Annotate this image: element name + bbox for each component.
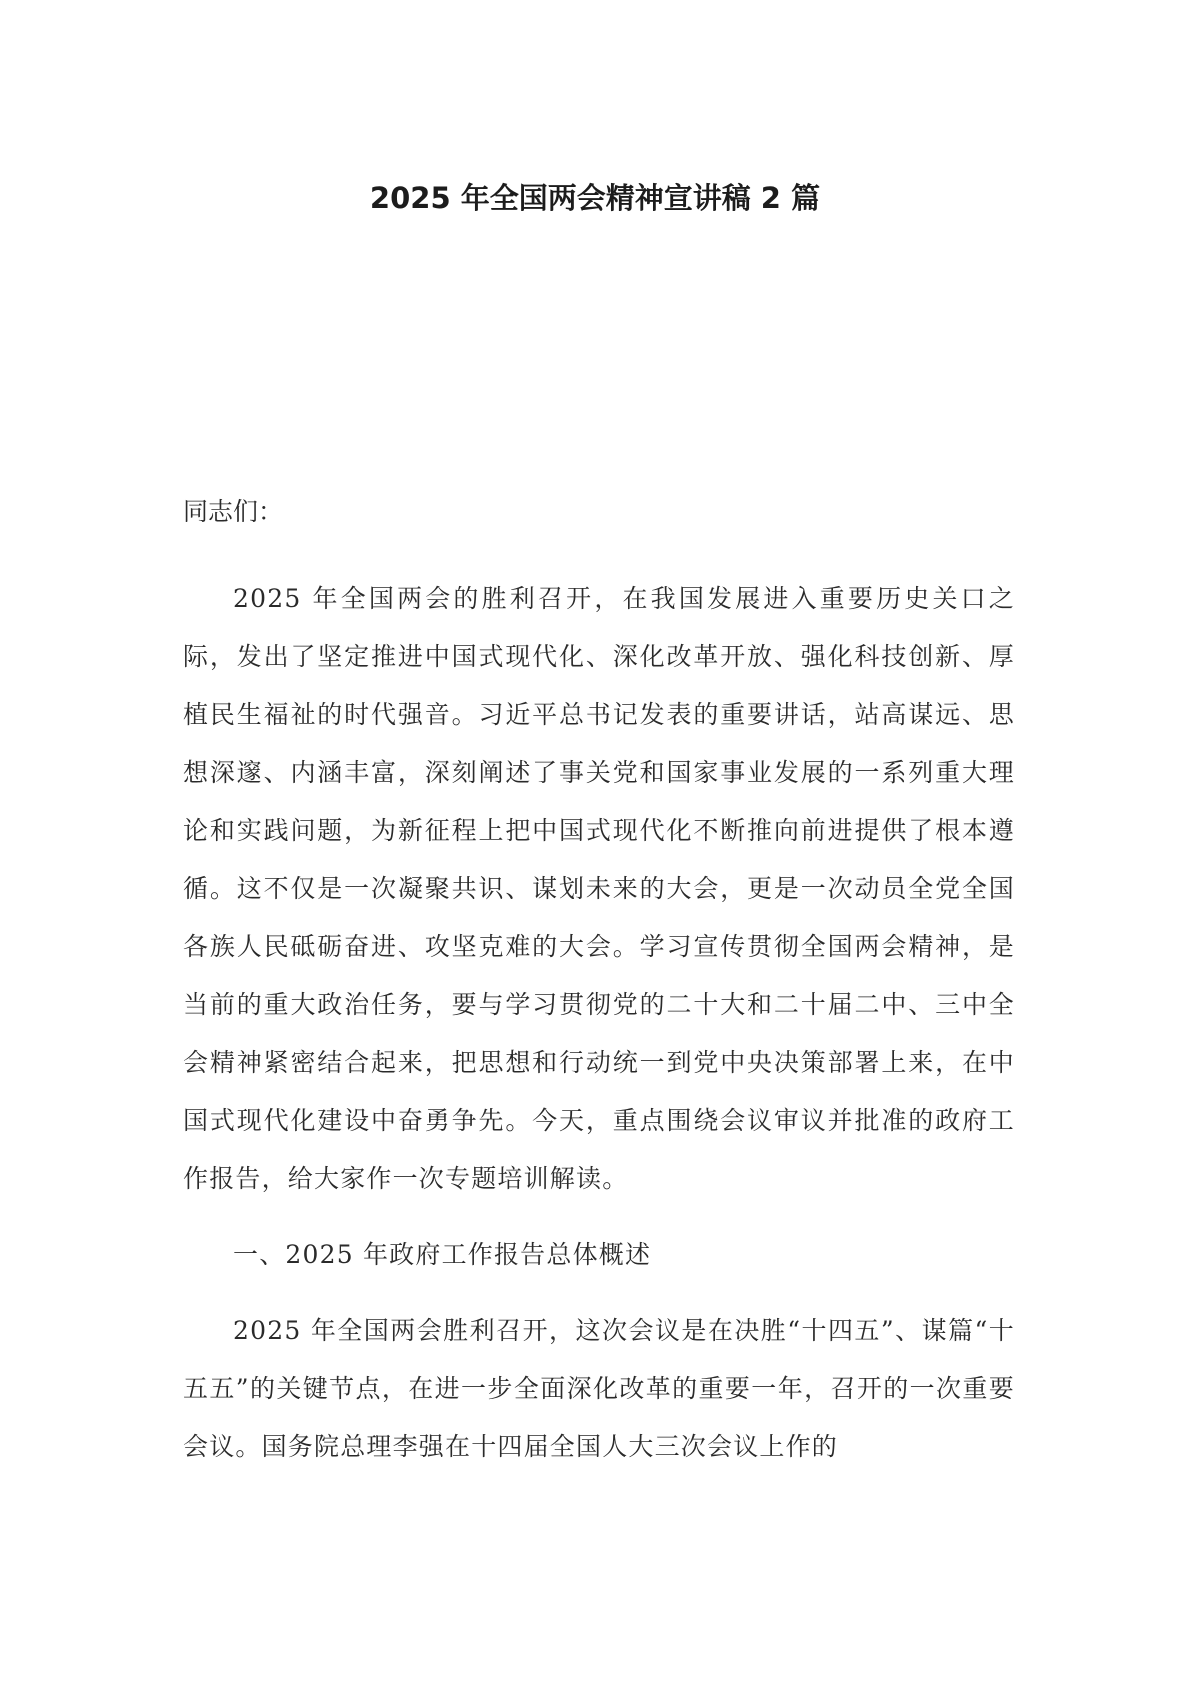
section-paragraph: 2025 年全国两会胜利召开，这次会议是在决胜“十四五”、谋篇“十五五”的关键节点，在进一步全面深化改革的重要一年，召开的一次重要会议。国务院总理李强在十四届全国人大三次会议上作的 bbox=[183, 1316, 1015, 1461]
intro-paragraph: 2025 年全国两会的胜利召开，在我国发展进入重要历史关口之际，发出了坚定推进中国式现代化、深化改革开放、强化科技创新、厚植民生福祉的时代强音。习近平总书记发表的重要讲话，站高谋远、思想深邃、内涵丰富，深刻阐述了事关党和国家事业发展的一系列重大理论和实践问题，为新征程上把中国式现代化不断推向前进提供了根本遵循。这不仅是一次凝聚共识、谋划未来的大会，更是一次动员全党全国各族人民砥砺奋进、攻坚克难的大会。学习宣传贯彻全国两会精神，是当前的重大政治任务，要与学习贯彻党的二十大和二十届二中、三中全会精神紧密结合起来，把思想和行动统一到党中央决策部署上来，在中国式现代化建设中奋勇争先。今天，重点围绕会议审议并批准的政府工作报告，给大家作一次专题培训解读。 bbox=[183, 584, 1015, 1193]
document-title: 2025 年全国两会精神宣讲稿 2 篇 bbox=[369, 181, 821, 215]
salutation: 同志们： bbox=[183, 497, 284, 526]
document-body bbox=[183, 490, 1015, 1476]
section-heading: 一、2025 年政府工作报告总体概述 bbox=[233, 1240, 652, 1269]
